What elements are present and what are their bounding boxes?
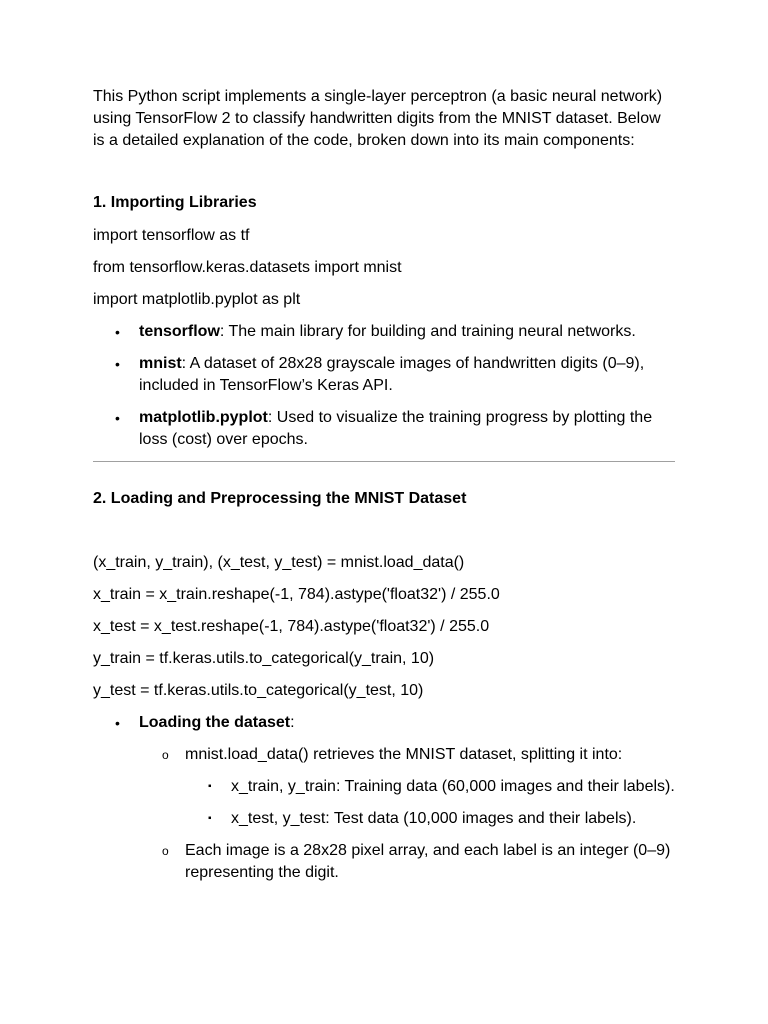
bullet-text: : A dataset of 28x28 grayscale images of handwritten digits (0–9), included in TensorFlow’s Keras API. — [139, 355, 645, 394]
code-line-y-test-categorical: y_test = tf.keras.utils.to_categorical(y_test, 10) — [93, 682, 424, 699]
intro-paragraph: This Python script implements a single-layer perceptron (a basic neural network) using TensorFlow 2 to classify handwritten digits from the MNIST dataset. Below is a detailed explanation of the code, broken down into its main components: — [93, 88, 663, 149]
section-2-heading: 2. Loading and Preprocessing the MNIST Dataset — [93, 490, 467, 507]
sub-bullet-list — [139, 744, 675, 884]
bullet-mnist — [93, 353, 675, 397]
horizontal-divider — [93, 461, 675, 462]
section-2-bullet-list — [93, 712, 675, 884]
sub-sub-bullet-list — [185, 776, 675, 830]
sub-sub-bullet-test: ▪ x_test, y_test: Test data (10,000 images and their labels). — [185, 808, 675, 830]
bullet-text: : Used to visualize the training progress by plotting the loss (cost) over epochs. — [139, 409, 653, 448]
bullet-text: : The main library for building and training neural networks. — [219, 323, 636, 340]
sub-sub-bullet-train: ▪ x_train, y_train: Training data (60,000 images and their labels). — [185, 776, 675, 798]
bullet-matplotlib — [93, 407, 675, 451]
sub-bullet-image-array — [139, 840, 675, 884]
bullet-term: tensorflow — [139, 323, 220, 340]
code-line-x-test-reshape: x_test = x_test.reshape(-1, 784).astype('float32') / 255.0 — [93, 618, 490, 635]
bullet-tensorflow — [93, 321, 675, 343]
document-page — [93, 86, 675, 894]
bullet-term: mnist — [139, 355, 182, 372]
bullet-term: Loading the dataset — [139, 714, 291, 731]
code-line-import-matplotlib: import matplotlib.pyplot as plt — [93, 291, 301, 308]
code-line-import-mnist: from tensorflow.keras.datasets import mnist — [93, 259, 402, 276]
bullet-colon: : — [290, 714, 295, 731]
code-line-load-data: (x_train, y_train), (x_test, y_test) = mnist.load_data() — [93, 554, 465, 571]
section-1-heading: 1. Importing Libraries — [93, 194, 257, 211]
code-line-y-train-categorical: y_train = tf.keras.utils.to_categorical(y_train, 10) — [93, 650, 435, 667]
code-line-import-tensorflow: import tensorflow as tf — [93, 227, 250, 244]
section-1-bullet-list — [93, 321, 675, 451]
bullet-loading-dataset — [93, 712, 675, 884]
sub-bullet-load-data — [139, 744, 675, 830]
code-line-x-train-reshape: x_train = x_train.reshape(-1, 784).astype('float32') / 255.0 — [93, 586, 500, 603]
sub-bullet-text: mnist.load_data() retrieves the MNIST dataset, splitting it into: — [185, 746, 623, 763]
sub-bullet-text: Each image is a 28x28 pixel array, and each label is an integer (0–9) representing the digit. — [185, 842, 671, 881]
bullet-term: matplotlib.pyplot — [139, 409, 268, 426]
